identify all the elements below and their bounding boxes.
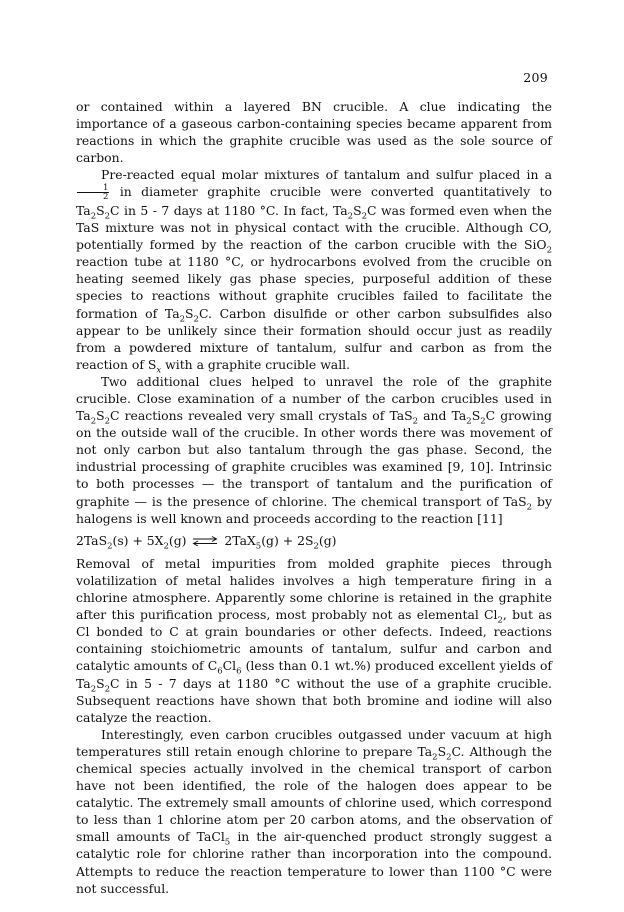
fraction-half: $\frac{1}{2}$ bbox=[77, 184, 109, 202]
reaction-equation: $2TaS_2(s) + 5X_2(g) 2TaX_5(g) + 2S_2(g)$ bbox=[76, 532, 337, 552]
page-number: 209 bbox=[523, 70, 548, 85]
paragraph-2: Pre-reacted equal molar mixtures of tantalum and sulfur placed in a $\frac{1}{2}$ in diameter graphite crucible were converted quantitatively to $Ta_2S_2C$ in 5 - 7 days at 1180 °C. In fact, $Ta_2S_2C$ was formed even when the TaS mixture was not in physical contact with the crucible. Although CO, potentially formed by the reaction of the carbon crucible with the SiO$_2$ reaction tube at 1180 °C, or hydrocarbons evolved from the crucible on heating seemed likely gas phase species, purposeful addition of these species to reactions without graphite crucibles failed to facilitate the formation of $Ta_2S_2C$. Carbon disulfide or other carbon subsulfides also appear to be unlikely since their formation should occur just as readily from a powdered mixture of tantalum, sulfur and carbon as from the reaction of $S_x$ with a graphite crucible wall. bbox=[76, 167, 552, 376]
body-text bbox=[76, 98, 552, 897]
equilibrium-arrows-icon bbox=[192, 536, 218, 546]
paragraph-3: Two additional clues helped to unravel the role of the graphite crucible. Close examination of a number of the carbon crucibles used in $Ta_2S_2C$ reactions revealed very small crystals of TaS$_2$ and $Ta_2S_2C$ growing on the outside wall of the crucible. In other words there was movement of not only carbon but also tantalum through the gas phase. Second, the industrial processing of graphite crucibles was examined [9, 10]. Intrinsic to both processes — the transport of tantalum and the purification of graphite — is the presence of chlorine. The chemical transport of TaS$_2$ by halogens is well known and proceeds according to the reaction [11] bbox=[76, 373, 552, 526]
paragraph-5: Interestingly, even carbon crucibles outgassed under vacuum at high temperatures still retain enough chlorine to prepare $Ta_2S_2C$. Although the chemical species actually involved in the chemical transport of carbon have not been identified, the role of the halogen does appear to be catalytic. The extremely small amounts of chlorine used, which correspond to less than 1 chlorine atom per 20 carbon atoms, and the observation of small amounts of TaCl$_5$ in the air-quenched product strongly suggest a catalytic role for chlorine rather than incorporation into the compound. Attempts to reduce the reaction temperature to lower than 1100 °C were not successful. bbox=[76, 726, 553, 896]
paragraph-4: Removal of metal impurities from molded graphite pieces through volatilization of metal halides involves a high temperature firing in a chlorine atmosphere. Apparently some chlorine is retained in the graphite after this purification process, most probably not as elemental $Cl_2$, but as Cl bonded to C at grain boundaries or other defects. Indeed, reactions containing stoichiometric amounts of tantalum, sulfur and carbon and catalytic amounts of $C_6Cl_6$ (less than 0.1 wt.%) produced excellent yields of $Ta_2S_2C$ in 5 - 7 days at 1180 °C without the use of a graphite crucible. Subsequent reactions have shown that both bromine and iodine will also catalyze the reaction. bbox=[76, 555, 553, 725]
paragraph-1: or contained within a layered BN crucible. A clue indicating the importance of a gaseous carbon-containing species became apparent from reactions in which the graphite crucible was used as the sole source of carbon. bbox=[76, 99, 552, 166]
